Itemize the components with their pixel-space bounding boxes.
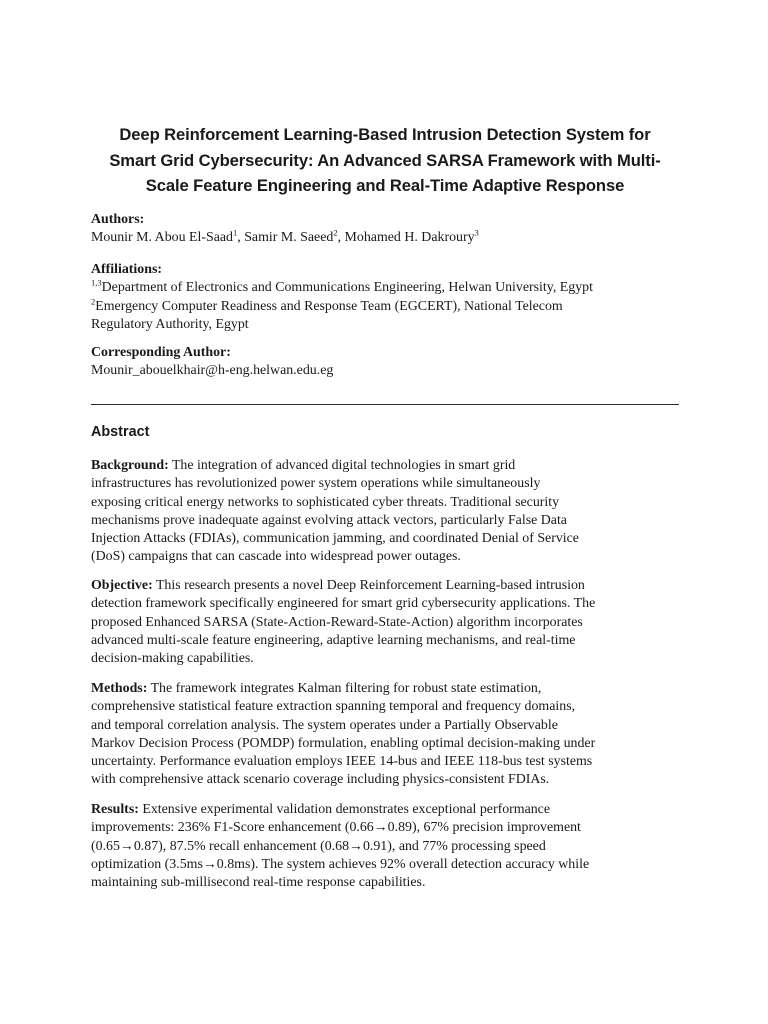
abstract-objective: Objective: This research presents a novel Deep Reinforcement Learning-based intrusion detection framework specifically engineered for smart grid cybersecurity applications. The proposed Enhanced SARSA (State-Action-Reward-State-Action) algorithm incorporates advanced multi-scale feature engineering, adaptive learning mechanisms, and real-time decision-making capabilities.: [91, 578, 596, 667]
results-label: Results:: [91, 802, 139, 817]
abstract-heading: Abstract: [91, 424, 150, 440]
section-divider: [91, 404, 679, 405]
background-label: Background:: [91, 458, 169, 473]
title-line: Deep Reinforcement Learning-Based Intrusion Detection System for: [119, 125, 651, 144]
methods-label: Methods:: [91, 681, 148, 696]
author-affiliation-sup: 3: [474, 227, 479, 238]
author-affiliation-sup: 2: [333, 227, 338, 238]
objective-label: Objective:: [91, 578, 153, 593]
affiliation-sup: 1,3: [91, 277, 102, 288]
corresponding-email: Mounir_abouelkhair@h-eng.helwan.edu.eg: [91, 363, 334, 379]
author-name: Mounir M. Abou El-Saad: [91, 230, 233, 246]
affiliations-section: [91, 261, 679, 335]
abstract-results: Results: Extensive experimental validation demonstrates exceptional performance improvements: 236% F1-Score enhancement (0.66→0.89), 67% precision improvement (0.65→0.87), 87.5% recall enhancement (0.68→0.91), and 77% processing speed optimization (3.5ms→0.8ms). The system achieves 92% overall detection accuracy while maintaining sub-millisecond real-time response capabilities.: [91, 802, 590, 891]
authors-section: [91, 211, 679, 248]
abstract-methods: Methods: The framework integrates Kalman filtering for robust state estimation, comprehensive statistical feature extraction spanning temporal and frequency domains, and temporal correlation analysis. The system operates under a Partially Observable Markov Decision Process (POMDP) formulation, enabling optimal decision-making under uncertainty. Performance evaluation employs IEEE 14-bus and IEEE 118-bus test systems with comprehensive attack scenario coverage including physics-consistent FDIAs.: [91, 681, 596, 788]
paper-title: [91, 122, 679, 199]
affiliations-label: Affiliations:: [91, 262, 162, 277]
affiliation-item: [91, 298, 679, 316]
affiliation-sup: 2: [91, 296, 96, 307]
title-line: Smart Grid Cybersecurity: An Advanced SARSA Framework with Multi-: [109, 150, 661, 170]
affiliation-text: Emergency Computer Readiness and Response Team (EGCERT), National Telecom: [95, 298, 563, 314]
corresponding-section: [91, 344, 679, 381]
corresponding-label: Corresponding Author:: [91, 345, 231, 360]
author-name: Samir M. Saeed: [244, 230, 334, 246]
authors-list: Mounir M. Abou El-Saad$^1$, Samir M. Saeed$^2$, Mohamed H. Dakroury$^3$: [91, 227, 479, 246]
author-affiliation-sup: 1: [233, 227, 238, 238]
authors-label: Authors:: [91, 212, 145, 227]
abstract-background: Background: The integration of advanced digital technologies in smart grid infrastructures has revolutionized power system operations while simultaneously exposing critical energy networks to sophisticated cyber threats. Traditional security mechanisms prove inadequate against evolving attack vectors, particularly False Data Injection Attacks (FDIAs), communication jamming, and coordinated Denial of Service (DoS) campaigns that can cascade into widespread power outages.: [91, 458, 579, 565]
affiliation-text: Department of Electronics and Communications Engineering, Helwan University, Egypt: [101, 280, 593, 296]
abstract-heading-block: [91, 424, 679, 440]
affiliation-text-continued: Regulatory Authority, Egypt: [91, 317, 249, 333]
title-line: Scale Feature Engineering and Real-Time Adaptive Response: [145, 176, 625, 195]
author-name: Mohamed H. Dakroury: [344, 230, 475, 246]
affiliation-item: [91, 279, 679, 297]
